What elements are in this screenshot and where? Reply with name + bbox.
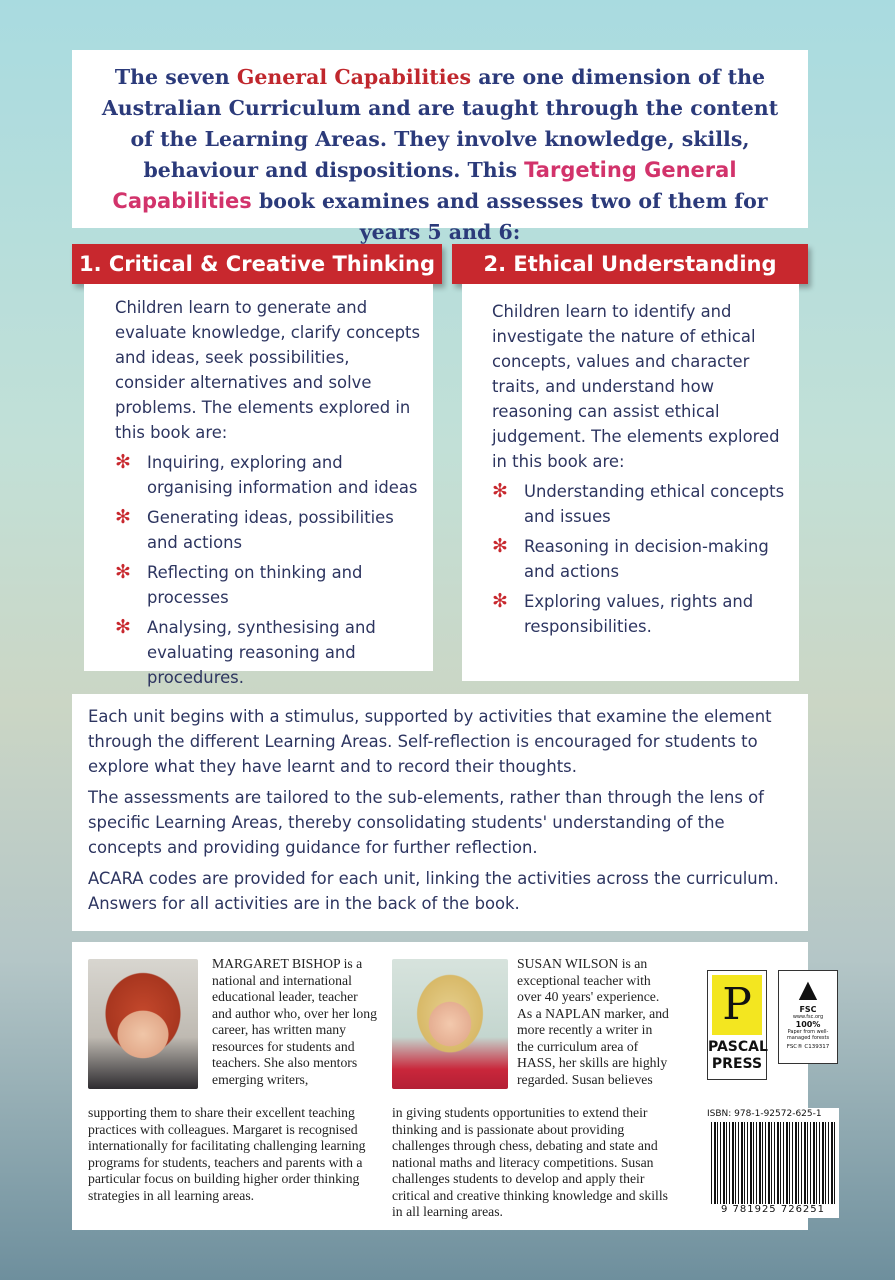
authors-panel [72, 942, 830, 1230]
intro-text-1: The seven [114, 65, 237, 89]
margaret-bishop-bio-bottom: supporting them to share their excellent teaching practices with colleagues. Margaret is recognised internationally for facilitating challenging learning programs for students, teachers and parents with a particular focus on building higher order thinking strategies in all learning areas. [88, 1105, 366, 1203]
critical-thinking-intro: Children learn to generate and evaluate knowledge, clarify concepts and ideas, seek possibilities, consider alternatives and solve problems. The elements explored in this book are: [115, 298, 420, 442]
units-paragraph-assessments: The assessments are tailored to the sub-elements, rather than through the lens of specific Learning Areas, thereby consolidating students' understanding of the concepts and providing guidance for further reflection. [88, 788, 764, 857]
isbn-label: ISBN: 978-1-92572-625-1 [707, 1109, 822, 1119]
ethical-understanding-header: 2. Ethical Understanding [452, 244, 808, 284]
list-item [492, 589, 789, 639]
general-capabilities-highlight: General Capabilities [236, 65, 472, 89]
list-item-text: Reflecting on thinking and processes [147, 563, 363, 607]
fsc-logo [778, 970, 838, 1064]
barcode-icon [711, 1122, 835, 1204]
fsc-code: FSC® C139317 [786, 1044, 830, 1050]
critical-thinking-list [115, 450, 423, 690]
critical-thinking-header: 1. Critical & Creative Thinking [72, 244, 442, 284]
list-item [115, 505, 423, 555]
units-paragraph-acara: ACARA codes are provided for each unit, linking the activities across the curriculum. Answers for all activities are in the back of the book. [88, 869, 779, 913]
pascal-press-mark-icon: P [712, 975, 762, 1035]
publisher-line-2: PRESS [711, 1056, 763, 1072]
fsc-paper-text: Paper from well-managed forests [786, 1029, 830, 1041]
barcode-digits: 9 781925 726251 [707, 1204, 839, 1216]
list-item [115, 450, 423, 500]
intro-text-3: book examines and assesses two of them for years 5 and 6: [251, 189, 768, 244]
pascal-press-logo [707, 970, 767, 1080]
list-item-text: Reasoning in decision-making and actions [524, 537, 769, 581]
asterisk-bullet-icon: ✻ [492, 480, 508, 502]
susan-wilson-photo [392, 959, 508, 1089]
list-item-text: Exploring values, rights and responsibilities. [524, 592, 754, 636]
units-description-panel [72, 694, 808, 931]
fsc-tree-icon: ▲ [798, 975, 818, 1003]
book-title-highlight: Targeting General Capabilities [112, 158, 737, 213]
list-item-text: Generating ideas, possibilities and actions [147, 508, 394, 552]
fsc-label: FSC [799, 1005, 817, 1014]
list-item-text: Inquiring, exploring and organising information and ideas [147, 453, 418, 497]
list-item [492, 534, 789, 584]
units-paragraph-stimulus: Each unit begins with a stimulus, supported by activities that examine the element through the different Learning Areas. Self-reflection is encouraged for students to explore what they have learnt and to record their thoughts. [88, 707, 772, 776]
list-item [115, 560, 423, 610]
asterisk-bullet-icon: ✻ [115, 616, 131, 638]
ethical-understanding-intro: Children learn to identify and investigate the nature of ethical concepts, values and character traits, and understand how reasoning can assist ethical judgement. The elements explored in this book are: [492, 302, 780, 471]
list-item-text: Understanding ethical concepts and issues [524, 482, 785, 526]
publisher-line-1: PASCAL [708, 1039, 768, 1055]
asterisk-bullet-icon: ✻ [492, 535, 508, 557]
intro-text-2: are one dimension of the Australian Curriculum and are taught through the content of the Learning Areas. They involve knowledge, skills, behaviour and dispositions. This [101, 65, 779, 182]
list-item-text: Analysing, synthesising and evaluating reasoning and procedures. [147, 618, 376, 687]
list-item [492, 479, 789, 529]
asterisk-bullet-icon: ✻ [115, 451, 131, 473]
asterisk-bullet-icon: ✻ [492, 590, 508, 612]
asterisk-bullet-icon: ✻ [115, 561, 131, 583]
list-item [115, 615, 423, 690]
margaret-bishop-photo [88, 959, 198, 1089]
fsc-percent: 100% [795, 1020, 821, 1029]
isbn-barcode-block [707, 1108, 839, 1218]
ethical-understanding-list [492, 479, 789, 639]
pascal-press-wordmark [708, 1039, 766, 1073]
critical-thinking-panel [84, 284, 433, 687]
fsc-url: www.fsc.org [792, 1014, 824, 1020]
margaret-bishop-bio-top: MARGARET BISHOP is a national and international educational leader, teacher and author who, over her long career, has written many resources for students and teachers. She also mentors emerging writers, [212, 956, 377, 1087]
susan-wilson-bio-bottom: in giving students opportunities to extend their thinking and is passionate about providing challenges through chess, debating and state and national maths and literacy competitions. Susan challenges students to develop and apply their critical and creative thinking knowledge and skills in all learning areas. [392, 1105, 668, 1219]
susan-wilson-bio-top: SUSAN WILSON is an exceptional teacher with over 40 years' experience. As a NAPLAN marker, and more recently a writer in the curriculum area of HASS, her skills are highly regarded. Susan believes [517, 956, 669, 1087]
ethical-understanding-panel [462, 284, 799, 681]
asterisk-bullet-icon: ✻ [115, 506, 131, 528]
intro-panel [72, 50, 808, 244]
